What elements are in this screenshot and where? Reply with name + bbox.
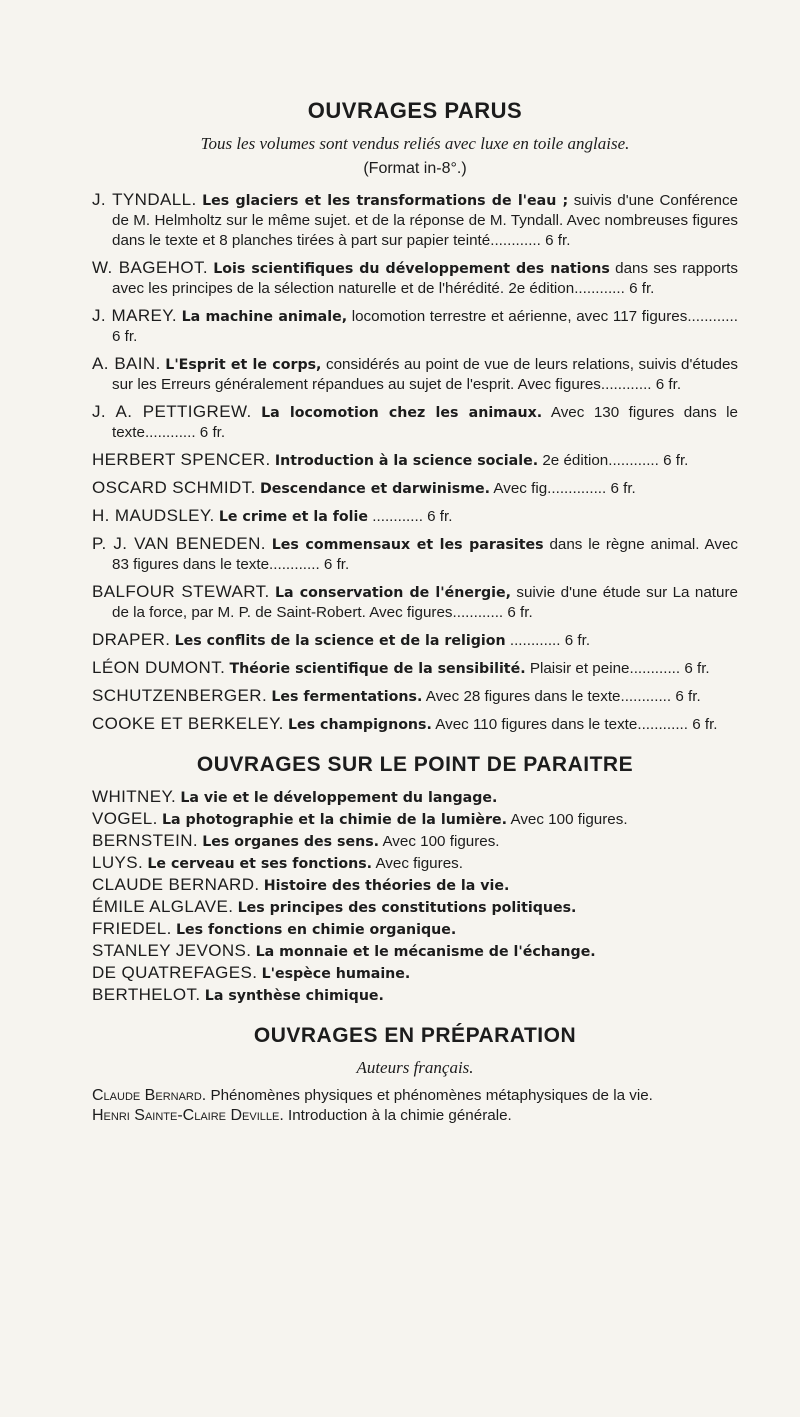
catalog-entry <box>92 354 738 395</box>
entry-price: 6 fr. <box>629 280 655 297</box>
catalog-entry <box>92 258 738 299</box>
catalog-entry <box>92 897 738 918</box>
entry-title: Les commensaux et les parasites <box>271 537 544 553</box>
catalog-entry <box>92 875 738 896</box>
format-note: (Format in-8°.) <box>363 160 467 177</box>
entry-title: Histoire des théories de la vie. <box>263 878 510 894</box>
entry-price: 6 fr. <box>323 556 350 573</box>
entry-author: LUYS. <box>92 853 144 872</box>
entry-description: Avec fig.. <box>493 480 556 497</box>
catalog-entry <box>92 582 738 623</box>
entry-description: considérés au point de vue de leurs relations, suivis d'études sur les Erreurs généralement répandues au sujet de l'esprit. Avec figures <box>112 356 738 393</box>
entry-title: Le cerveau et ses fonctions. <box>147 856 373 872</box>
entry-author: Claude Bernard. <box>92 1087 207 1104</box>
dot-leader: ............ <box>144 424 200 441</box>
catalog-entry <box>92 1106 738 1125</box>
entry-author: P. J. VAN BENEDEN. <box>92 534 266 553</box>
entry-author: W. BAGEHOT. <box>92 258 208 277</box>
entry-description: locomotion terrestre et aérienne, avec 117 figures <box>351 308 688 325</box>
entry-description: Avec 100 figures. <box>510 811 628 828</box>
entry-description: dans ses rapports avec les principes de la sélection naturelle et de l'hérédité. 2e édition <box>112 260 738 297</box>
dot-leader: ............ <box>608 452 664 469</box>
subheading-auteurs: Auteurs français. <box>356 1058 474 1077</box>
entry-price: 6 fr. <box>655 376 682 393</box>
entry-title: La locomotion chez les animaux. <box>261 405 543 421</box>
catalog-entry <box>92 450 738 471</box>
heading-ouvrages-parus: OUVRAGES PARUS <box>307 98 523 123</box>
entry-author: DRAPER. <box>92 630 171 649</box>
heading-en-preparation: OUVRAGES EN PRÉPARATION <box>253 1024 577 1047</box>
entry-author: DE QUATREFAGES. <box>92 963 258 982</box>
entry-price: 6 fr. <box>692 716 718 733</box>
published-list <box>92 190 738 735</box>
entry-price: 6 fr. <box>427 508 453 525</box>
entry-description: Avec 130 figures dans le texte <box>112 404 738 441</box>
entry-title: Théorie scientifique de la sensibilité. <box>229 661 526 677</box>
entry-title: Les champignons. <box>288 717 432 733</box>
entry-author: FRIEDEL. <box>92 919 172 938</box>
entry-author: WHITNEY. <box>92 787 177 806</box>
entry-description: Phénomènes physiques et phénomènes métaphysiques de la vie. <box>210 1087 653 1104</box>
entry-author: J. A. PETTIGREW. <box>92 402 252 421</box>
catalog-entry <box>92 402 738 443</box>
dot-leader: ............ <box>490 232 546 249</box>
entry-price: 6 fr. <box>545 232 571 249</box>
entry-author: BERNSTEIN. <box>92 831 199 850</box>
heading-point-de-paraitre: OUVRAGES SUR LE POINT DE PARAITRE <box>196 753 634 776</box>
entry-author: J. MAREY. <box>92 306 177 325</box>
entry-author: BERTHELOT. <box>92 985 201 1004</box>
entry-title: L'espèce humaine. <box>261 966 411 982</box>
forthcoming-list <box>92 787 738 1006</box>
entry-price: 6 fr. <box>507 604 533 621</box>
entry-author: SCHUTZENBERGER. <box>92 686 268 705</box>
catalog-entry <box>92 478 738 499</box>
entry-author: J. TYNDALL. <box>92 190 197 209</box>
catalog-entry <box>92 941 738 962</box>
dot-leader: ............ <box>629 660 685 677</box>
catalog-entry <box>92 919 738 940</box>
entry-price: 6 fr. <box>564 632 591 649</box>
entry-title: Lois scientifiques du développement des nations <box>213 261 610 277</box>
dot-leader: ............ <box>637 716 693 733</box>
entry-author: STANLEY JEVONS. <box>92 941 252 960</box>
entry-title: La photographie et la chimie de la lumière. <box>161 812 508 828</box>
entry-author: A. BAIN. <box>92 354 161 373</box>
entry-title: Les organes des sens. <box>202 834 380 850</box>
catalog-entry <box>92 506 738 527</box>
entry-title: La machine animale, <box>181 309 348 325</box>
entry-title: Descendance et darwinisme. <box>259 481 490 497</box>
entry-description: suivis d'une Conférence de M. Helmholtz sur le même sujet. et de la réponse de M. Tyndall. Avec nombreuses figures dans le texte et 8 planches tirées à part sur papier teinté <box>112 192 738 249</box>
entry-title: Les fonctions en chimie organique. <box>175 922 457 938</box>
entry-title: Les fermentations. <box>271 689 423 705</box>
entry-description: Avec 110 figures dans le texte <box>435 716 638 733</box>
entry-author: CLAUDE BERNARD. <box>92 875 260 894</box>
entry-author: OSCARD SCHMIDT. <box>92 478 256 497</box>
dot-leader: ............ <box>269 556 324 573</box>
entry-description: Avec figures. <box>375 855 463 872</box>
catalog-entry <box>92 190 738 251</box>
entry-price: 6 fr. <box>199 424 226 441</box>
entry-title: La vie et le développement du langage. <box>180 790 498 806</box>
entry-author: VOGEL. <box>92 809 158 828</box>
entry-description: dans le règne animal. Avec 83 figures dans le texte <box>112 536 738 573</box>
dot-leader: ............ <box>620 688 676 705</box>
catalog-entry <box>92 306 738 347</box>
dot-leader: ............ <box>372 508 428 525</box>
entry-author: H. MAUDSLEY. <box>92 506 215 525</box>
dot-leader: ............ <box>687 308 738 325</box>
subtitle: Tous les volumes sont vendus reliés avec luxe en toile anglaise. <box>200 134 630 153</box>
entry-description: 2e édition <box>542 452 609 469</box>
catalog-entry <box>92 1086 738 1105</box>
entry-author: LÉON DUMONT. <box>92 658 226 677</box>
catalog-entry <box>92 630 738 651</box>
catalog-entry <box>92 658 738 679</box>
entry-description: Plaisir et peine <box>529 660 630 677</box>
dot-leader: ............ <box>574 280 630 297</box>
catalog-entry <box>92 963 738 984</box>
entry-title: Les conflits de la science et de la religion <box>174 633 506 649</box>
entry-price: 6 fr. <box>675 688 701 705</box>
entry-author: HERBERT SPENCER. <box>92 450 271 469</box>
entry-author: COOKE ET BERKELEY. <box>92 714 284 733</box>
entry-description: Introduction à la chimie générale. <box>288 1107 512 1124</box>
entry-author: ÉMILE ALGLAVE. <box>92 897 234 916</box>
preparation-list <box>92 1086 738 1125</box>
entry-author: Henri Sainte-Claire Deville. <box>92 1107 284 1124</box>
catalog-entry <box>92 809 738 830</box>
entry-price: 6 fr. <box>663 452 689 469</box>
catalog-entry <box>92 787 738 808</box>
entry-description: suivie d'une étude sur La nature de la force, par M. P. de Saint-Robert. Avec figures <box>112 584 738 621</box>
entry-title: La synthèse chimique. <box>204 988 384 1004</box>
entry-title: La monnaie et le mécanisme de l'échange. <box>255 944 596 960</box>
catalog-entry <box>92 831 738 852</box>
dot-leader: ............ <box>555 480 611 497</box>
catalog-entry <box>92 686 738 707</box>
entry-description: Avec 28 figures dans le texte <box>425 688 621 705</box>
dot-leader: ............ <box>600 376 656 393</box>
entry-price: 6 fr. <box>610 480 636 497</box>
dot-leader: ............ <box>452 604 508 621</box>
entry-title: La conservation de l'énergie, <box>275 585 511 601</box>
entry-description: Avec 100 figures. <box>382 833 500 850</box>
catalog-entry <box>92 714 738 735</box>
entry-title: Introduction à la science sociale. <box>274 453 539 469</box>
entry-title: Les glaciers et les transformations de l'eau ; <box>202 193 569 209</box>
catalog-entry <box>92 853 738 874</box>
entry-title: Le crime et la folie <box>218 509 369 525</box>
catalog-entry <box>92 985 738 1006</box>
entry-title: L'Esprit et le corps, <box>165 357 322 373</box>
dot-leader: ............ <box>509 632 565 649</box>
catalog-entry <box>92 534 738 575</box>
entry-author: BALFOUR STEWART. <box>92 582 270 601</box>
entry-price: 6 fr. <box>684 660 710 677</box>
entry-title: Les principes des constitutions politiques. <box>237 900 577 916</box>
entry-price: 6 fr. <box>112 328 138 345</box>
